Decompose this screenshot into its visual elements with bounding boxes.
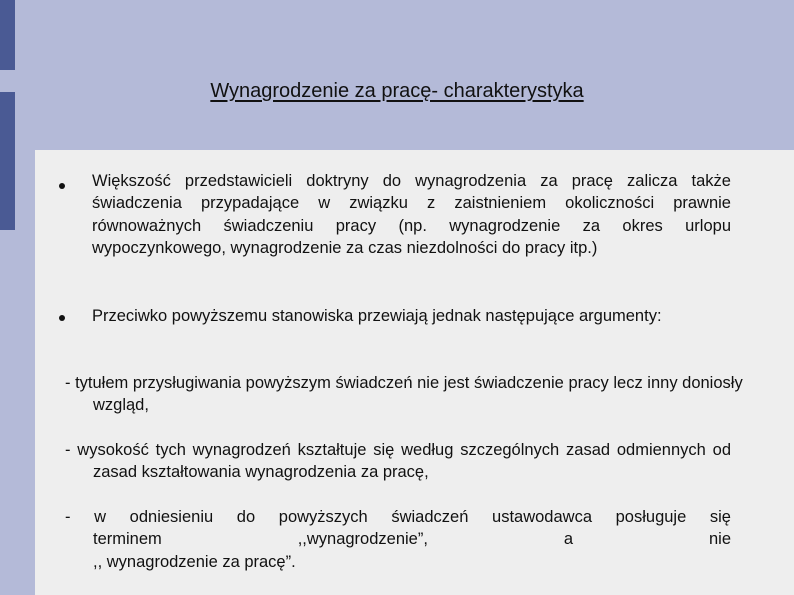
bullet-paragraph-1: Większość przedstawicieli doktryny do wynagrodzenia za pracę zalicza także świadczenia przypadające w związku z zaistnieniem okoliczności prawnie równoważnych świadczeniu pracy (np. wynagrodzenie za okres urlopu wypoczynkowego, wynagrodzenie za czas niezdolności do pracy itp.) [92, 172, 731, 257]
bullet-dot [59, 315, 65, 321]
argument-paragraph-1: - tytułem przysługiwania powyższym świadczeń nie jest świadczenie pracy lecz inny doniosły wzgląd, [65, 374, 743, 415]
argument-paragraph-3 [65, 506, 731, 573]
slide-title: Wynagrodzenie za pracę- charakterystyka [210, 80, 584, 102]
argument-3-line-2: terminem ,,wynagrodzenie”, a nie [93, 530, 731, 549]
title-area [0, 0, 794, 150]
content-box [35, 150, 794, 595]
argument-3-line-1: - w odniesieniu do powyższych świadczeń ustawodawca posługuje się [65, 508, 731, 526]
argument-paragraph-2: - wysokość tych wynagrodzeń kształtuje się według szczególnych zasad odmiennych od zasad kształtowania wynagrodzenia za pracę, [65, 441, 731, 482]
bullet-paragraph-2: Przeciwko powyższemu stanowiska przewiają jednak następujące argumenty: [92, 307, 662, 325]
argument-3-line-3: ,, wynagrodzenie za pracę”. [93, 552, 296, 571]
bullet-dot [59, 183, 65, 189]
